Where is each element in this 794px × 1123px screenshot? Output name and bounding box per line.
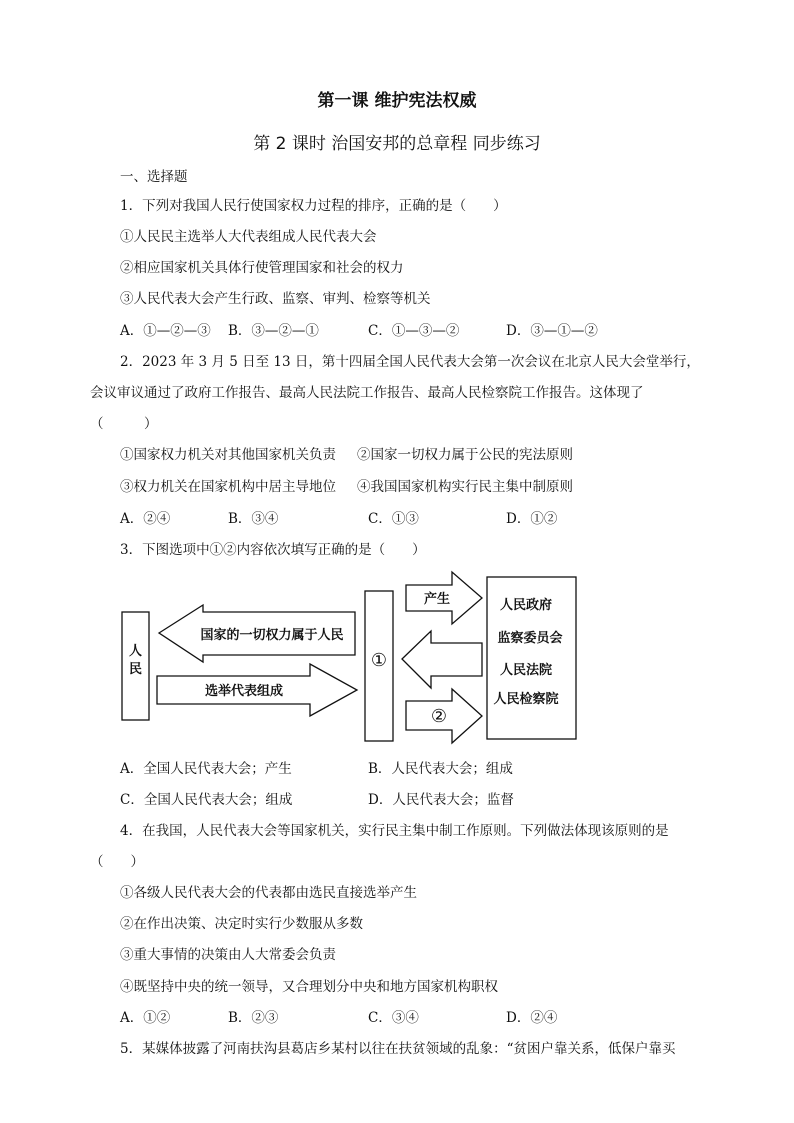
q1-option-c[interactable]: C．①—③—②	[368, 323, 460, 339]
people-label-1: 人	[128, 644, 143, 659]
q2-item-1: ①国家权力机关对其他国家机关负责	[120, 447, 336, 463]
q2-stem-line-3: （ ）	[90, 416, 158, 432]
q3-option-a[interactable]: A．全国人民代表大会；产生	[120, 761, 292, 777]
q2-option-c[interactable]: C．①③	[368, 511, 419, 527]
q3-option-d[interactable]: D．人民代表大会；监督	[368, 792, 514, 808]
q3-option-b[interactable]: B．人民代表大会；组成	[368, 761, 513, 777]
arrow-right-label: 选举代表组成	[204, 684, 284, 699]
q4-option-d[interactable]: D．②④	[506, 1010, 558, 1026]
q4-stem-line-2: （ ）	[90, 854, 144, 870]
q1-option-b[interactable]: B．③—②—①	[228, 323, 319, 339]
q3-stem: 3．下图选项中①②内容依次填写正确的是（ ）	[120, 542, 426, 558]
q4-option-a[interactable]: A．①②	[120, 1010, 171, 1026]
q4-item-4: ④既坚持中央的统一领导，又合理划分中央和地方国家机构职权	[120, 979, 498, 995]
q4-option-c[interactable]: C．③④	[368, 1010, 419, 1026]
q2-item-3: ③权力机关在国家机构中居主导地位	[120, 479, 336, 495]
people-label-2: 民	[128, 662, 143, 677]
q4-item-2: ②在作出决策、决定时实行少数服从多数	[120, 916, 363, 932]
organ-4: 人民检察院	[493, 692, 559, 707]
q2-option-b[interactable]: B．③④	[228, 511, 279, 527]
q3-diagram	[0, 568, 794, 748]
q1-stem: 1．下列对我国人民行使国家权力过程的排序，正确的是（ ）	[120, 198, 507, 214]
organ-1: 人民政府	[499, 598, 553, 613]
arrow-two-label: ②	[430, 706, 448, 727]
q4-item-1: ①各级人民代表大会的代表都由选民直接选举产生	[120, 885, 417, 901]
q1-item-3: ③人民代表大会产生行政、监察、审判、检察等机关	[120, 291, 431, 307]
organ-2: 监察委员会	[497, 631, 563, 646]
section-heading: 一、选择题	[120, 169, 188, 185]
organ-3: 人民法院	[499, 663, 553, 678]
arrow-left-label: 国家的一切权力属于人民	[200, 628, 344, 643]
q3-option-c[interactable]: C．全国人民代表大会；组成	[120, 792, 293, 808]
page-subtitle: 第 2 课时 治国安邦的总章程 同步练习	[253, 134, 541, 154]
q2-option-d[interactable]: D．①②	[506, 511, 558, 527]
q2-item-2: ②国家一切权力属于公民的宪法原则	[357, 447, 573, 463]
q5-stem-line-1: 5．某媒体披露了河南扶沟县葛店乡某村以往在扶贫领域的乱象：“贫困户靠关系，低保户靠买	[120, 1041, 676, 1057]
q4-item-3: ③重大事情的决策由人大常委会负责	[120, 947, 336, 963]
q4-option-b[interactable]: B．②③	[228, 1010, 279, 1026]
q4-stem-line-1: 4．在我国，人民代表大会等国家机关，实行民主集中制工作原则。下列做法体现该原则的是	[120, 823, 669, 839]
q1-item-1: ①人民民主选举人大代表组成人民代表大会	[120, 229, 377, 245]
q2-option-a[interactable]: A．②④	[120, 511, 171, 527]
arrow-produce-label: 产生	[423, 592, 451, 607]
q1-option-a[interactable]: A．①—②—③	[120, 323, 211, 339]
q1-item-2: ②相应国家机关具体行使管理国家和社会的权力	[120, 260, 404, 276]
page-title: 第一课 维护宪法权威	[317, 91, 477, 111]
center-label: ①	[370, 650, 388, 671]
q2-stem-line-2: 会议审议通过了政府工作报告、最高人民法院工作报告、最高人民检察院工作报告。这体现了	[90, 385, 644, 401]
q2-stem-line-1: 2．2023 年 3 月 5 日至 13 日，第十四届全国人民代表大会第一次会议在北京人民大会堂举行，	[120, 354, 700, 370]
arrow-back	[402, 631, 482, 688]
q1-option-d[interactable]: D．③—①—②	[506, 323, 598, 339]
q2-item-4: ④我国国家机构实行民主集中制原则	[357, 479, 573, 495]
